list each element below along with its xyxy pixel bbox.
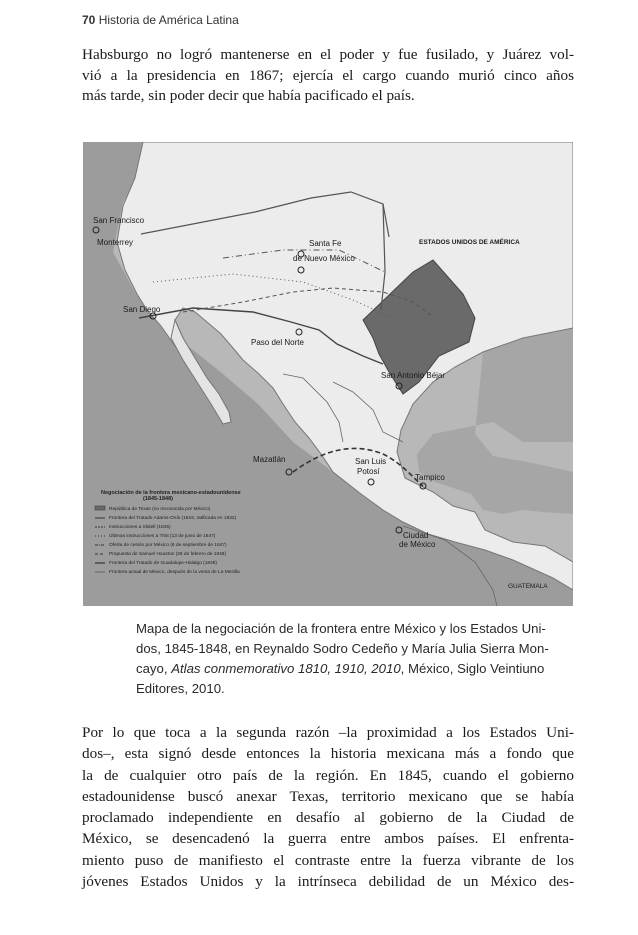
legend-item: República de Texas (no reconocida por México) xyxy=(109,507,211,512)
text-line: más tarde, sin poder decir que había pacificado el país. xyxy=(82,87,415,104)
san-antonio-label: San Antonio Béjar xyxy=(381,371,446,380)
tampico-label: Tampico xyxy=(415,473,445,482)
text-line: México, se desencadenó la guerra entre ambos países. El enfrenta- xyxy=(82,830,574,848)
ciudad-label: Ciudad xyxy=(403,531,429,540)
legend-title-years: (1845-1848) xyxy=(143,496,173,502)
atlas-title: Atlas conmemorativo 1810, 1910, 2010 xyxy=(171,661,401,676)
legend-swatch xyxy=(95,506,105,510)
text-line: miento puso de manifiesto el contraste entre la fuerza vibrante de los xyxy=(82,851,574,869)
text-line: vió a la presidencia en 1867; ejercía el cargo cuando murió cinco años xyxy=(82,66,574,84)
san-luis-label: San Luis xyxy=(355,457,387,466)
caption-line: Mapa de la negociación de la frontera entre México y los Estados Uni- xyxy=(136,621,546,636)
legend-item: Oferta de cesión por México (6 de septiembre de 1847) xyxy=(109,543,227,548)
legend-item: Frontera del Tratado de Guadalupe-Hidalgo (1848) xyxy=(109,561,217,566)
caption-text: cayo, xyxy=(136,661,172,676)
nuevo-mexico-label: de Nuevo México xyxy=(293,254,355,263)
potosi-label: Potosí xyxy=(357,467,380,476)
paragraph-2 xyxy=(82,722,574,892)
text-line: Habsburgo no logró mantenerse en el poder y fue fusilado, y Juárez vol- xyxy=(82,46,574,63)
guatemala-label: GUATEMALA xyxy=(508,583,548,590)
legend-item: Últimas instrucciones a Trist (13 de junio de 1847) xyxy=(109,534,216,539)
map-caption xyxy=(136,619,576,699)
legend-title: Negociación de la frontera mexicano-estadounidense xyxy=(101,490,241,496)
paragraph-1 xyxy=(82,45,574,107)
san-francisco-label: San Francisco xyxy=(93,216,145,225)
caption-line: Editores, 2010. xyxy=(136,681,225,696)
text-line: la de cualquier otro país de la región. En 1845, cuando el gobierno xyxy=(82,766,574,784)
legend-item: Propuesta de Samuel Houston (26 de febrero de 1848) xyxy=(109,552,227,557)
running-title: Historia de América Latina xyxy=(98,13,239,27)
historical-map xyxy=(83,142,573,606)
text-line: estadounidense buscó anexar Texas, territorio mexicano que se había xyxy=(82,787,574,805)
caption-line xyxy=(136,659,576,679)
running-header xyxy=(82,13,239,27)
de-mexico-label: de México xyxy=(399,540,436,549)
san-diego-label: San Diego xyxy=(123,305,161,314)
mazatlan-label: Mazatlán xyxy=(253,455,286,464)
legend-item: Frontera del Tratado Adams-Onís (1819, ratificada en 1832) xyxy=(109,516,237,521)
santa-fe-label: Santa Fe xyxy=(309,239,342,248)
legend-item: Instrucciones a Slidell (1845) xyxy=(109,525,171,530)
text-line: dos–, esta signó desde entonces la historia mexicana más a fondo que xyxy=(82,745,574,763)
legend-item: Frontera actual de México, después de la venta de La Mesilla xyxy=(109,570,240,575)
paso-del-norte-label: Paso del Norte xyxy=(251,338,304,347)
text-line: Por lo que toca a la segunda razón –la proximidad a los Estados Uni- xyxy=(82,724,574,741)
usa-label: ESTADOS UNIDOS DE AMÉRICA xyxy=(419,239,520,246)
monterrey-label: Monterrey xyxy=(97,238,134,247)
page-number: 70 xyxy=(82,13,96,27)
text-line: proclamado independiente en desafío al gobierno de la Ciudad de xyxy=(82,809,574,827)
caption-text: , México, Siglo Veintiuno xyxy=(400,661,545,676)
caption-line: dos, 1845-1848, en Reynaldo Sodro Cedeño y María Julia Sierra Mon- xyxy=(136,641,549,656)
text-line: jóvenes Estados Unidos y la intrínseca debilidad de un México des- xyxy=(82,873,574,891)
